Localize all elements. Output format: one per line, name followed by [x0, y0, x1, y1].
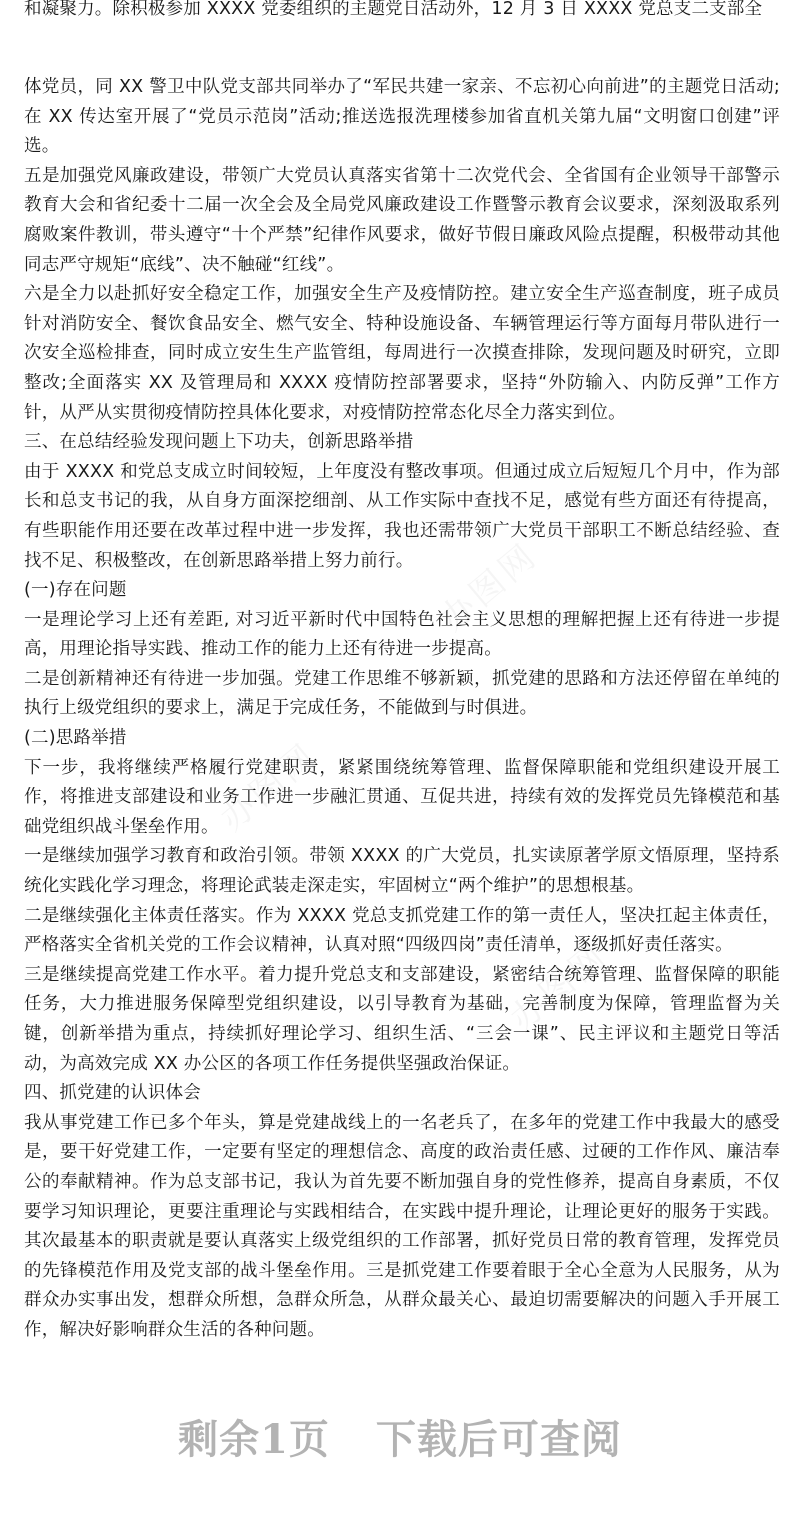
paragraph: 一是继续加强学习教育和政治引领。带领 XXXX 的广大党员，扎实读原著学原文悟原理，坚持系统化实践化学习理念，将理论武装走深走实，牢固树立“两个维护”的思想根基。	[24, 846, 780, 897]
paragraph: 六是全力以赴抓好安全稳定工作，加强安全生产及疫情防控。建立安全生产巡查制度，班子成员针对消防安全、餐饮食品安全、燃气安全、特种设施设备、车辆管理运行等方面每月带队进行一次安全巡检排查，同时成立安生生产监管组，每周进行一次摸查排除，发现问题及时研究，立即整改;全面落实 XX 及管理局和 XXXX 疫情防控部署要求，坚持“外防输入、内防反弹”工作方针，从严从实贯彻疫情防控具体化要求，对疫情防控常态化尽全力落实到位。	[24, 284, 780, 423]
subsection-heading: (二)思路举措	[24, 728, 127, 749]
paragraph: 二是继续强化主体责任落实。作为 XXXX 党总支抓党建工作的第一责任人，坚决扛起主体责任，严格落实全省机关党的工作会议精神，认真对照“四级四岗”责任清单，逐级抓好责任落实。	[24, 905, 780, 956]
section-heading: 四、抓党建的认识体会	[24, 1083, 201, 1104]
paragraph: 下一步，我将继续严格履行党建职责，紧紧围绕统筹管理、监督保障职能和党组织建设开展工作，将推进支部建设和业务工作进一步融汇贯通、互促共进，持续有效的发挥党员先锋模范和基础党组织战斗堡垒作用。	[24, 757, 780, 837]
paragraph: 二是创新精神还有待进一步加强。党建工作思维不够新颖，抓党建的思路和方法还停留在单纯的执行上级党组织的要求上，满足于完成任务，不能做到与时俱进。	[24, 668, 780, 719]
section-heading: 三、在总结经验发现问题上下功夫，创新思路举措	[24, 432, 414, 453]
watermark: 办图网	[432, 535, 546, 640]
paragraph: 一是理论学习上还有差距, 对习近平新时代中国特色社会主义思想的理解把握上还有待进一步提高，用理论指导实践、推动工作的能力上还有待进一步提高。	[24, 609, 780, 660]
document-top-fragment	[24, 0, 780, 25]
watermark: 办图网	[502, 935, 616, 1040]
paragraph: 由于 XXXX 和党总支成立时间较短，上年度没有整改事项。但通过成立后短短几个月中，作为部长和总支书记的我，从自身方面深挖细剖、从工作实际中查找不足，感觉有些方面还有待提高，有些职能作用还要在改革过程中进一步发挥，我也还需带领广大党员干部职工不断总结经验、查找不足、积极整改，在创新思路举措上努力前行。	[24, 461, 780, 571]
remaining-pages-label: 剩余1页	[178, 1416, 330, 1463]
paragraph: 我从事党建工作已多个年头，算是党建战线上的一名老兵了，在多年的党建工作中我最大的感受是，要干好党建工作，一定要有坚定的理想信念、高度的政治责任感、过硬的工作作风、廉洁奉公的奉献精神。作为总支部书记，我认为首先要不断加强自身的党性修养，提高自身素质，不仅要学习知识理论，更要注重理论与实践相结合，在实践中提升理论，让理论更好的服务于实践。其次最基本的职责就是要认真落实上级党组织的工作部署，抓好党员日常的教育管理，发挥党员的先锋模范作用及党支部的战斗堡垒作用。三是抓党建工作要着眼于全心全意为人民服务，从为群众办实事出发，想群众所想，急群众所急，从群众最关心、最迫切需要解决的问题入手开展工作，解决好影响群众生活的各种问题。	[24, 1112, 780, 1340]
download-prompt[interactable]	[0, 1408, 800, 1465]
paragraph: 体党员，同 XX 警卫中队党支部共同举办了“军民共建一家亲、不忘初心向前进”的主题党日活动;在 XX 传达室开展了“党员示范岗”活动;推送选报洗理楼参加省直机关第九届“文明窗口创建”评选。	[24, 77, 780, 157]
watermark: 办图网	[212, 735, 326, 840]
paragraph: 和凝聚力。除积极参加 XXXX 党委组织的主题党日活动外，12 月 3 日 XXXX 党总支二支部全	[24, 0, 763, 19]
subsection-heading: (一)存在问题	[24, 580, 127, 601]
paragraph: 五是加强党风廉政建设，带领广大党员认真落实省第十二次党代会、全省国有企业领导干部警示教育大会和省纪委十二届一次全会及全局党风廉政建设工作暨警示教育会议要求，深刻汲取系列腐败案件教训，带头遵守“十个严禁”纪律作风要求，做好节假日廉政风险点提醒，积极带动其他同志严守规矩“底线”、决不触碰“红线”。	[24, 165, 780, 275]
document-body	[24, 73, 780, 1346]
paragraph: 三是继续提高党建工作水平。着力提升党总支和支部建设，紧密结合统筹管理、监督保障的职能任务，大力推进服务保障型党组织建设，以引导教育为基础，完善制度为保障，管理监督为关键，创新举措为重点，持续抓好理论学习、组织生活、“三会一课”、民主评议和主题党日等活动，为高效完成 XX 办公区的各项工作任务提供坚强政治保证。	[24, 964, 780, 1074]
download-to-view-label: 下载后可查阅	[375, 1416, 622, 1463]
